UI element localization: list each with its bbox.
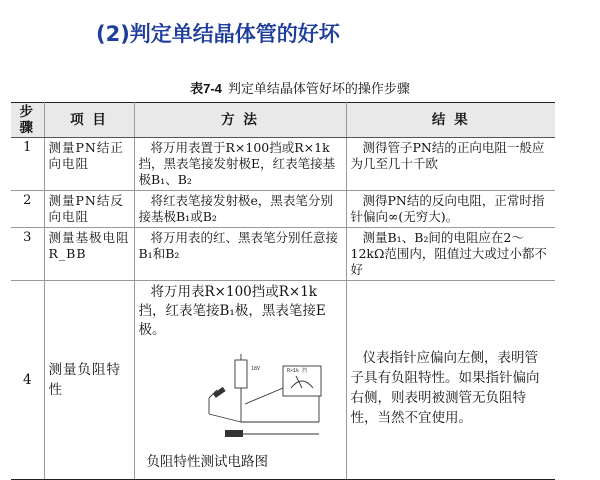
step-result: 测量B₁、B₂间的电阻应在2～12kΩ范围内，阻值过大或过小都不好 — [346, 228, 555, 281]
circuit-meter-label: R×1k 挡 — [286, 368, 307, 374]
table-caption — [0, 78, 600, 97]
step-result: 测得管子PN结的正向电阻一般应为几至几十千欧 — [346, 138, 555, 191]
step-item: 测量负阻特性 — [44, 281, 134, 480]
circuit-source-label: 18V — [250, 366, 260, 372]
steps-table — [11, 102, 555, 480]
column-header-method: 方 法 — [134, 103, 346, 138]
column-header-result: 结 果 — [346, 103, 555, 138]
column-header-item: 项 目 — [44, 103, 134, 138]
column-header-step: 步骤 — [11, 103, 44, 138]
step-method: 将红表笔接发射极e，黑表笔分别接基极B₁或B₂ — [134, 191, 346, 228]
step-method: 将万用表置于R×100挡或R×1k挡，黑表笔接发射极E，红表笔接基极B₁、B₂ — [134, 138, 346, 191]
section-heading: (2)判定单结晶体管的好坏 — [96, 22, 340, 46]
step-number: 1 — [11, 138, 44, 191]
step-method: 将万用表R×100挡或R×1k挡，红表笔接B₁极，黑表笔接E极。 — [138, 284, 326, 338]
step-number: 4 — [11, 281, 44, 480]
step-number: 3 — [11, 228, 44, 281]
table-number: 表7-4 — [190, 81, 222, 96]
step-number: 2 — [11, 191, 44, 228]
step-result: 仪表指针应偏向左侧，表明管子具有负阻特性。如果指针偏向右侧，则表明被测管无负阻特性，当然不宜使用。 — [346, 281, 555, 480]
table-header-row — [11, 103, 555, 138]
step-item: 测量PN结反向电阻 — [44, 191, 134, 228]
figure-caption: 负阻特性测试电路图 — [146, 454, 268, 470]
table-row — [11, 191, 555, 228]
table-title: 判定单结晶体管好坏的操作步骤 — [227, 82, 410, 97]
negative-resistance-circuit-diagram — [199, 348, 339, 440]
probe-red — [225, 430, 243, 437]
table-row — [11, 228, 555, 281]
source-outline — [235, 360, 247, 388]
table-row — [11, 138, 555, 191]
step-method: 将万用表的红、黑表笔分别任意接B₁和B₂ — [134, 228, 346, 281]
step-item: 测量PN结正向电阻 — [44, 138, 134, 191]
step-result: 测得PN结的反向电阻，正常时指针偏向∞(无穷大)。 — [346, 191, 555, 228]
step-item: 测量基极电阻R_BB — [44, 228, 134, 281]
